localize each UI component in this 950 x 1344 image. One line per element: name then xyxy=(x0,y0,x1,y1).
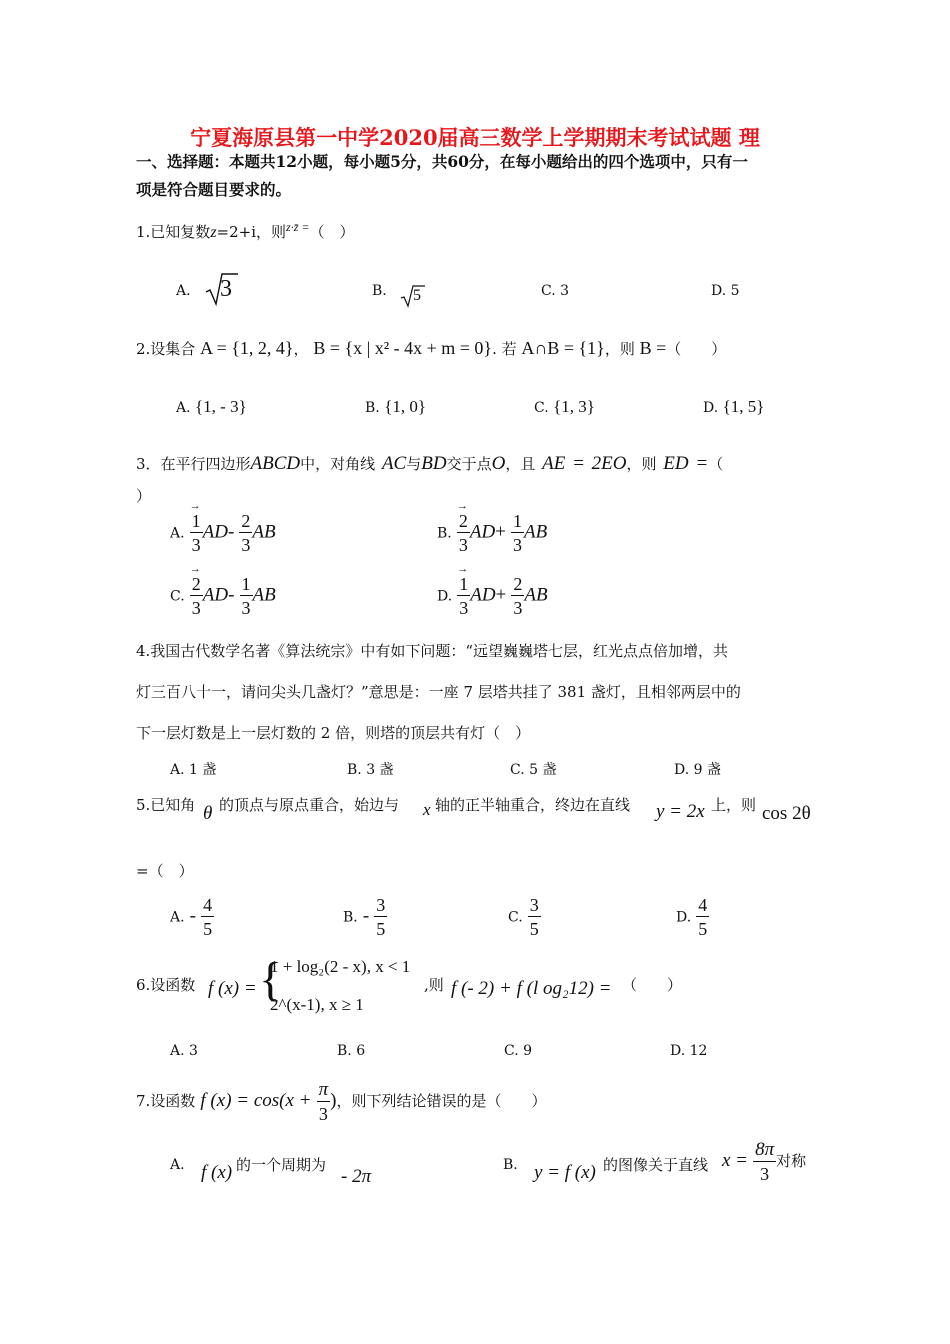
q4-option-a: A. 1 盏 xyxy=(170,762,217,778)
q4-option-c: C. 5 盏 xyxy=(510,762,557,778)
left-brace-icon: { xyxy=(259,953,283,1006)
q1-option-a: A. xyxy=(176,283,191,299)
fraction: → $\frac{1}{3}$ xyxy=(190,512,203,554)
q3-option-b: B. → $\frac{2}{3}$ AD+ $\frac{1}{3}$ AB xyxy=(437,512,547,554)
q7-option-a-text: 的一个周期为 xyxy=(236,1156,327,1174)
q4-stem-line-1: 4.我国古代数学名著《算法统宗》中有如下问题：“远望巍巍塔七层，红光点点倍加增，共 xyxy=(136,642,728,660)
q7-option-b-line: x = $\frac{8\pi}{3}$ 对称 xyxy=(722,1139,807,1184)
q1-option-c: C. 3 xyxy=(541,283,570,299)
fraction: $\frac{3}{5}$ xyxy=(529,895,539,939)
fraction: $\frac{1}{3}$ xyxy=(241,574,251,618)
q5-line-equation: y = 2x xyxy=(656,801,705,822)
q1-option-d: D. 5 xyxy=(711,283,740,299)
q6-stem-part-2: ,则 xyxy=(424,976,444,994)
q6-option-a: A. 3 xyxy=(170,1043,198,1059)
q5-stem-part-1: 5.已知角 xyxy=(136,796,196,814)
q6-paren: （ ） xyxy=(622,976,683,994)
q7-option-b: B. xyxy=(503,1157,518,1173)
q3-stem-line-2: ） xyxy=(136,487,152,505)
q2-stem: 2.设集合 A = {1, 2, 4}， B = {x | x² - 4x + m = 0}. 若 A∩B = {1}，则 B =（ ） xyxy=(136,338,727,358)
section-heading-line-2: 项是符合题目要求的。 xyxy=(136,180,292,199)
q6-expression: f (- 2) + f (l og₂12) = xyxy=(451,978,612,999)
q5-option-c: C. $\frac{3}{5}$ xyxy=(508,895,539,939)
q3-stem: 3．在平行四边形ABCD中，对角线 AC与BD交于点O，且 AE = 2EO，则 ED =（ xyxy=(136,453,724,474)
q5-stem-part-2: 的顶点与原点重合，始边与 xyxy=(219,796,400,814)
q1-option-b-value: 5 xyxy=(400,284,426,312)
q6-case-2: 2^(x-1), x ≥ 1 xyxy=(270,995,364,1014)
q1-stem: 1.已知复数z=2+i，则$^{z\cdot z̄ =}$（ ） xyxy=(136,220,355,241)
q6-case-1: 1 + log₂(2 - x), x < 1 xyxy=(270,957,411,976)
fraction: → $\frac{2}{3}$ xyxy=(190,575,203,617)
fraction: $\frac{1}{3}$ xyxy=(512,511,522,555)
fraction: $\frac{4}{5}$ xyxy=(698,895,708,939)
q7-option-a-function: f (x) xyxy=(201,1162,233,1183)
q7-option-b-function: y = f (x) xyxy=(534,1162,596,1183)
q4-option-d: D. 9 盏 xyxy=(674,762,721,778)
fraction: $\frac{2}{3}$ xyxy=(513,574,523,618)
fraction: $\frac{\pi}{3}$ xyxy=(318,1079,329,1124)
q3-option-a: A. → $\frac{1}{3}$ AD- $\frac{2}{3}$ AB xyxy=(170,512,276,554)
q7-option-b-text: 的图像关于直线 xyxy=(603,1156,709,1174)
q5-stem-line-2: =（ ） xyxy=(136,862,194,880)
section-heading-line-1: 一、选择题：本题共12小题，每小题5分，共60分，在每小题给出的四个选项中，只有一 xyxy=(136,152,748,171)
fraction: → $\frac{2}{3}$ xyxy=(457,512,470,554)
q3-option-d: D. → $\frac{1}{3}$ AD+ $\frac{2}{3}$ AB xyxy=(437,575,548,617)
q6-option-d: D. 12 xyxy=(670,1043,708,1059)
q6-function: f (x) = xyxy=(208,978,257,999)
q4-stem-line-3: 下一层灯数是上一层灯数的 2 倍，则塔的顶层共有灯（ ） xyxy=(136,724,531,742)
fraction: $\frac{4}{5}$ xyxy=(203,895,213,939)
q2-option-a: A. {1, - 3} xyxy=(176,397,247,416)
q6-stem-part-1: 6.设函数 xyxy=(136,976,196,994)
q5-option-a: A. - $\frac{4}{5}$ xyxy=(170,895,213,939)
q5-stem-part-4: 上，则 xyxy=(711,796,757,814)
q7-option-a-value: - 2π xyxy=(341,1166,372,1187)
q4-stem-line-2: 灯三百八十一，请问尖头几盏灯？”意思是：一座 7 层塔共挂了 381 盏灯，且相邻两层中的 xyxy=(136,683,741,701)
q5-theta: θ xyxy=(203,803,213,824)
page-title: 宁夏海原县第一中学2020届高三数学上学期期末考试试题 理 xyxy=(190,125,760,150)
fraction: $\frac{2}{3}$ xyxy=(241,511,251,555)
q2-option-c: C. {1, 3} xyxy=(534,397,595,416)
q5-x: x xyxy=(423,800,431,819)
q3-option-c: C. → $\frac{2}{3}$ AD- $\frac{1}{3}$ AB xyxy=(170,575,276,617)
fraction: $\frac{3}{5}$ xyxy=(376,895,386,939)
q1-option-a-value: 3 xyxy=(204,272,240,310)
q6-option-b: B. 6 xyxy=(337,1043,366,1059)
fraction: → $\frac{1}{3}$ xyxy=(457,575,470,617)
q4-option-b: B. 3 盏 xyxy=(347,762,394,778)
q5-option-d: D. $\frac{4}{5}$ xyxy=(676,895,708,939)
q5-cos: cos 2θ xyxy=(762,803,811,824)
q5-stem-part-3: 轴的正半轴重合，终边在直线 xyxy=(435,796,631,814)
q2-option-d: D. {1, 5} xyxy=(703,397,765,416)
q2-option-b: B. {1, 0} xyxy=(365,397,427,416)
q1-option-b: B. xyxy=(372,283,387,299)
fraction: $\frac{8\pi}{3}$ xyxy=(755,1139,775,1184)
q6-option-c: C. 9 xyxy=(504,1043,533,1059)
q7-option-a: A. xyxy=(170,1157,185,1173)
q5-option-b: B. - $\frac{3}{5}$ xyxy=(343,895,386,939)
q7-stem: 7.设函数 f (x) = cos(x + $\frac{\pi}{3}$ )，则下列结论错误的是（ ） xyxy=(136,1079,547,1124)
